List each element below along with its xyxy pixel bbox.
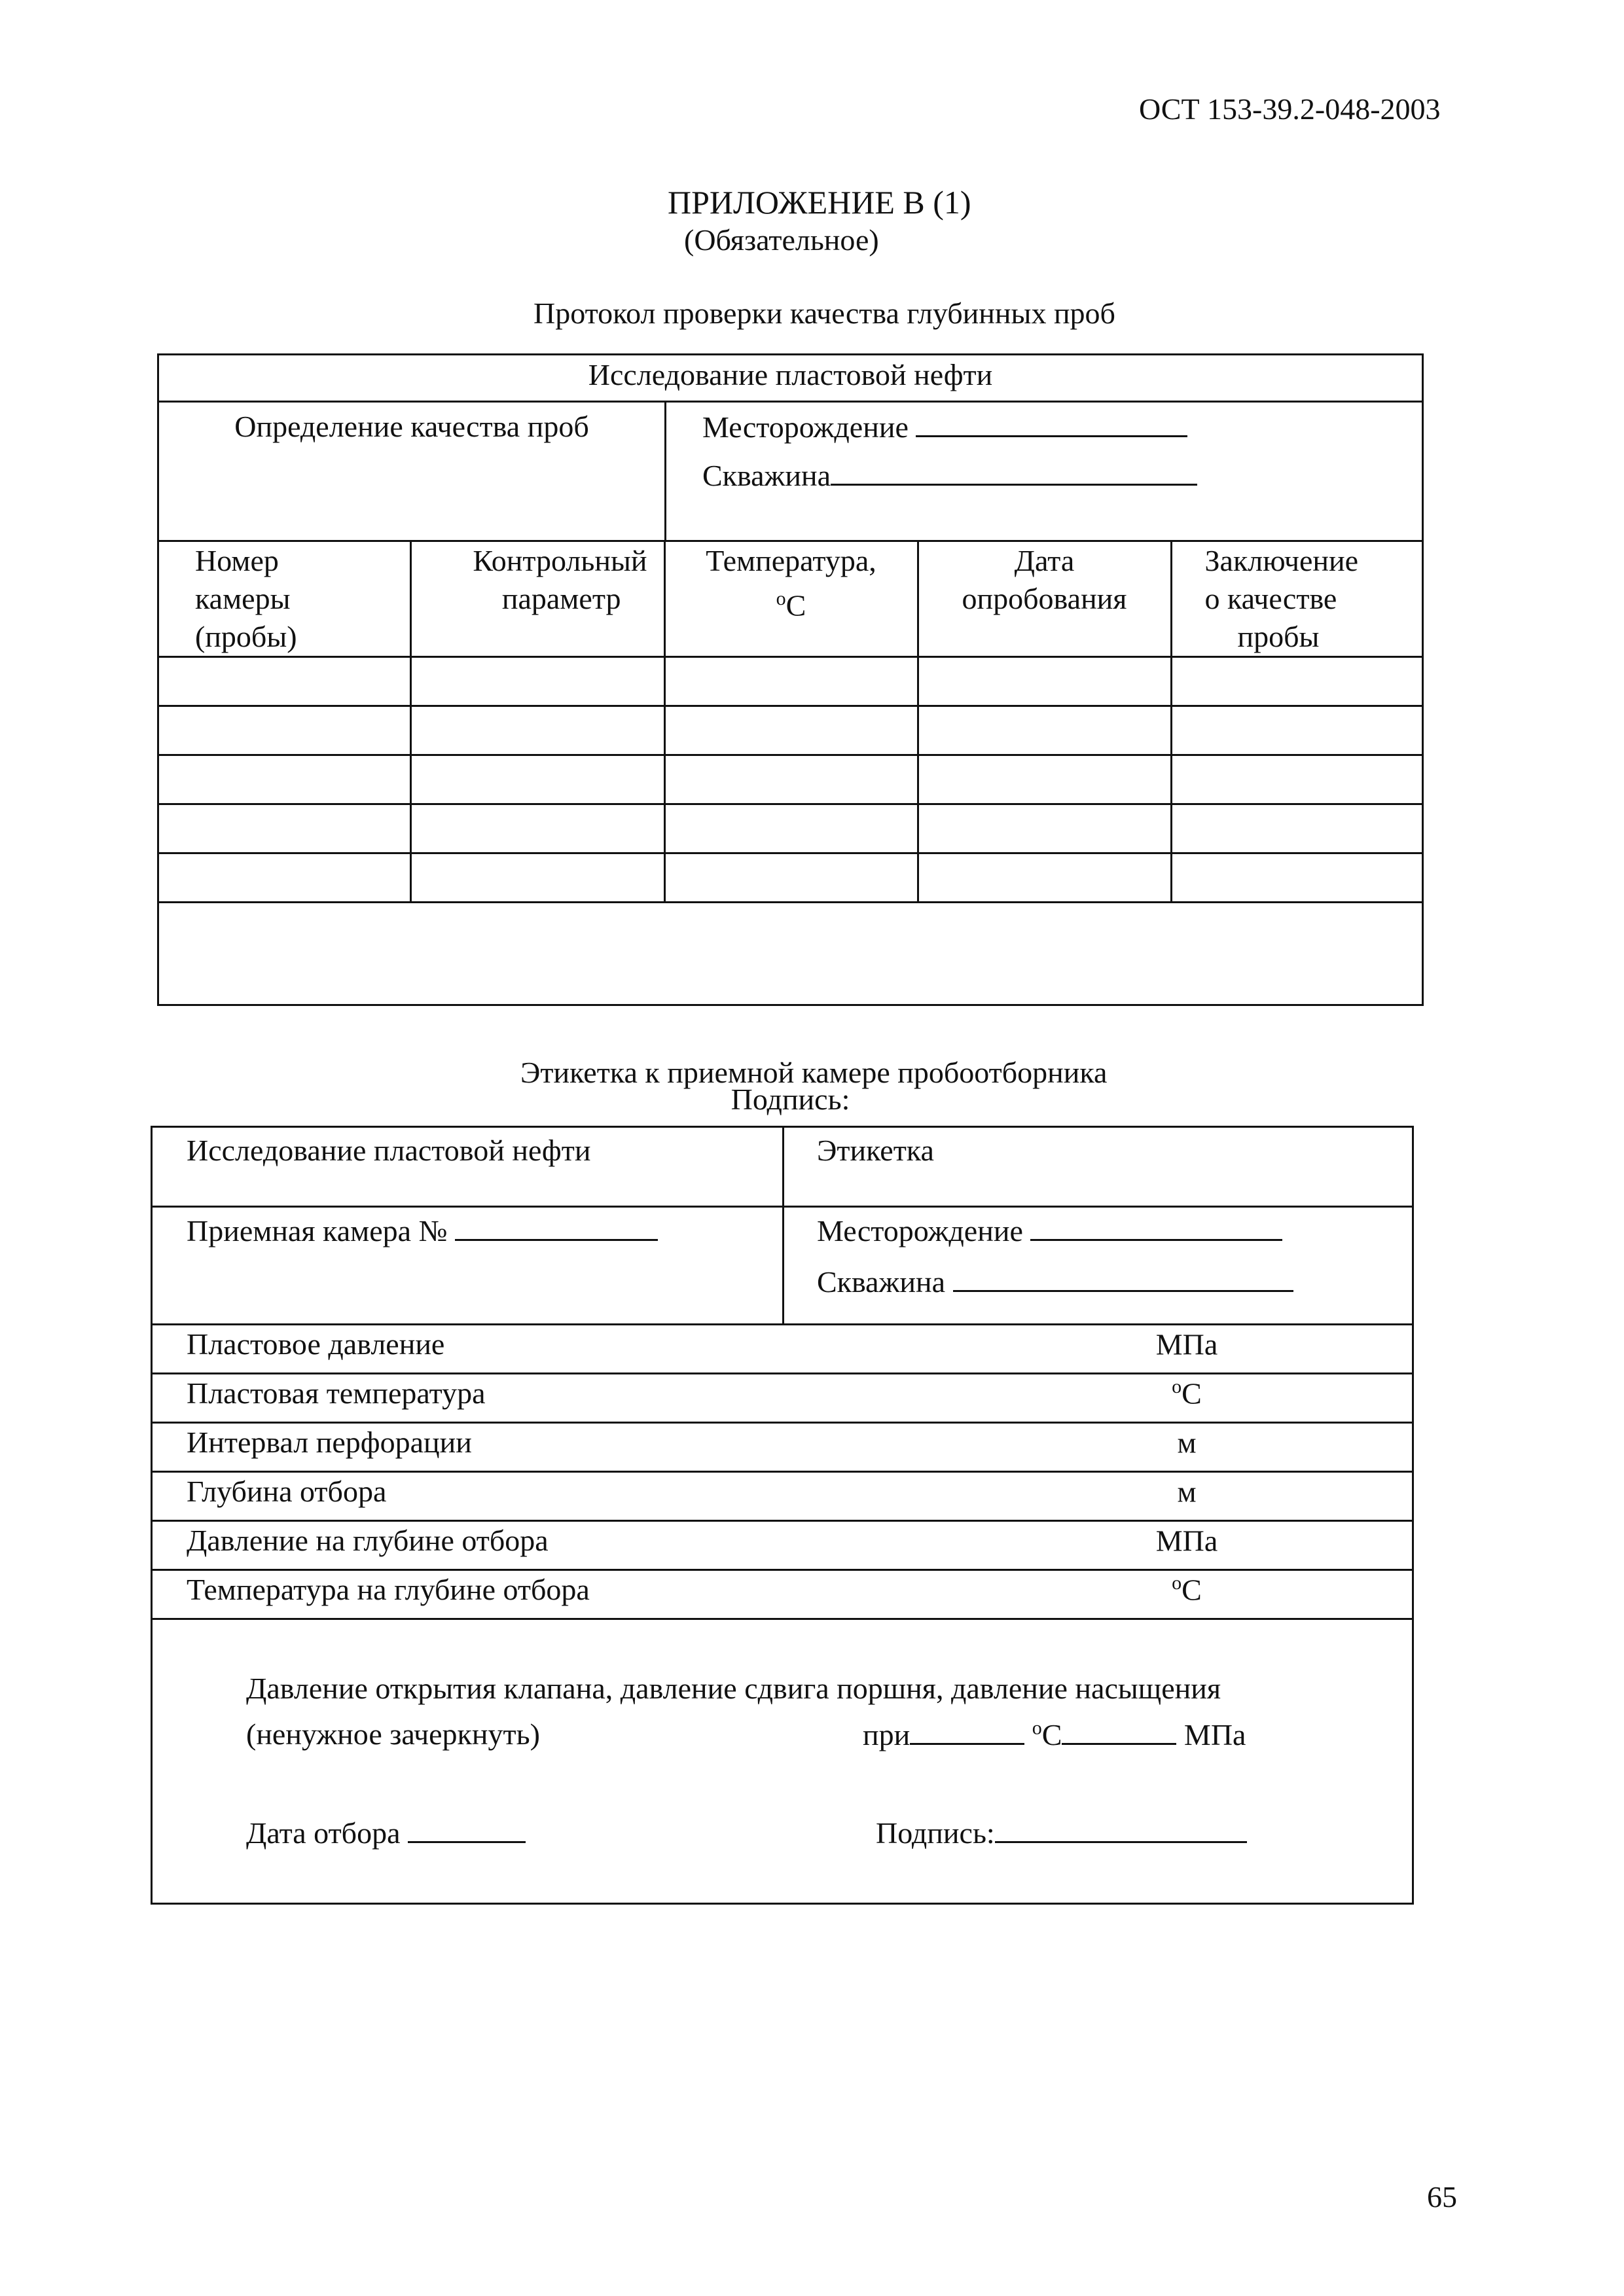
param-row: Пластовое давление МПа [153, 1325, 1412, 1374]
protocol-row [159, 657, 1422, 706]
protocol-row [159, 755, 1422, 804]
label-field-label: Месторождение [817, 1214, 1023, 1247]
label-field-well-block [784, 1208, 1412, 1325]
col-quality-conclusion: Заключение о качестве пробы [1171, 541, 1422, 657]
protocol-head: Исследование пластовой нефти [159, 355, 1422, 403]
col-chamber-number: Номер камеры (пробы) [159, 541, 410, 657]
document-code: ОСТ 153-39.2-048-2003 [1139, 92, 1441, 126]
sampling-date: Дата отбора [246, 1815, 526, 1850]
label-well-label: Скважина [817, 1265, 945, 1299]
label-research: Исследование пластовой нефти [153, 1128, 784, 1208]
protocol-row [159, 804, 1422, 853]
protocol-row [159, 853, 1422, 903]
col-temperature: Температура, $^o$С [664, 541, 918, 657]
label-word: Этикетка [784, 1128, 1412, 1208]
well-label: Скважина [702, 459, 831, 492]
temperature-input-line[interactable] [910, 1717, 1024, 1745]
label-field-input-line[interactable] [1030, 1213, 1282, 1241]
well-input-line[interactable] [831, 457, 1197, 486]
col-control-parameter: Контрольный параметр [410, 541, 664, 657]
pressure-input-line[interactable] [1062, 1717, 1176, 1745]
sampling-date-input-line[interactable] [408, 1815, 526, 1843]
protocol-header-row [159, 541, 1422, 657]
label-table [151, 1126, 1414, 1905]
signature-input-line[interactable] [995, 1815, 1247, 1843]
label-bottom-block [153, 1619, 1412, 1907]
field-input-line[interactable] [916, 409, 1187, 437]
at-temperature-pressure: при $^o$С МПа [863, 1717, 1246, 1751]
strike-note: (ненужное зачеркнуть) [246, 1717, 540, 1751]
appendix-note: (Обязательное) [684, 223, 879, 257]
protocol-signature: Подпись: [731, 1083, 850, 1116]
param-row: Глубина отбора м [153, 1473, 1412, 1522]
col-test-date: Дата опробования [918, 541, 1171, 657]
chamber-block [153, 1208, 784, 1325]
appendix-title: ПРИЛОЖЕНИЕ В (1) [668, 184, 971, 221]
field-well-block [666, 403, 1422, 540]
protocol-title: Протокол проверки качества глубинных проб [533, 296, 1115, 330]
label-well-input-line[interactable] [953, 1264, 1293, 1292]
field-label: Месторождение [702, 410, 909, 444]
param-row: Интервал перфорации м [153, 1424, 1412, 1473]
label-signature: Подпись: [876, 1815, 1247, 1850]
page-number: 65 [1427, 2180, 1457, 2214]
protocol-row [159, 706, 1422, 755]
param-row: Пластовая температура $^o$С [153, 1374, 1412, 1424]
param-row: Температура на глубине отбора $^o$С [153, 1571, 1412, 1620]
quality-label: Определение качества проб [159, 403, 666, 540]
pressure-line: Давление открытия клапана, давление сдвига поршня, давление насыщения [246, 1672, 1221, 1705]
label-title: Этикетка к приемной камере пробоотборника [520, 1056, 1108, 1089]
chamber-label: Приемная камера № [187, 1214, 448, 1247]
chamber-input-line[interactable] [455, 1213, 658, 1241]
protocol-grid [159, 540, 1422, 903]
param-row: Давление на глубине отбора МПа [153, 1522, 1412, 1571]
